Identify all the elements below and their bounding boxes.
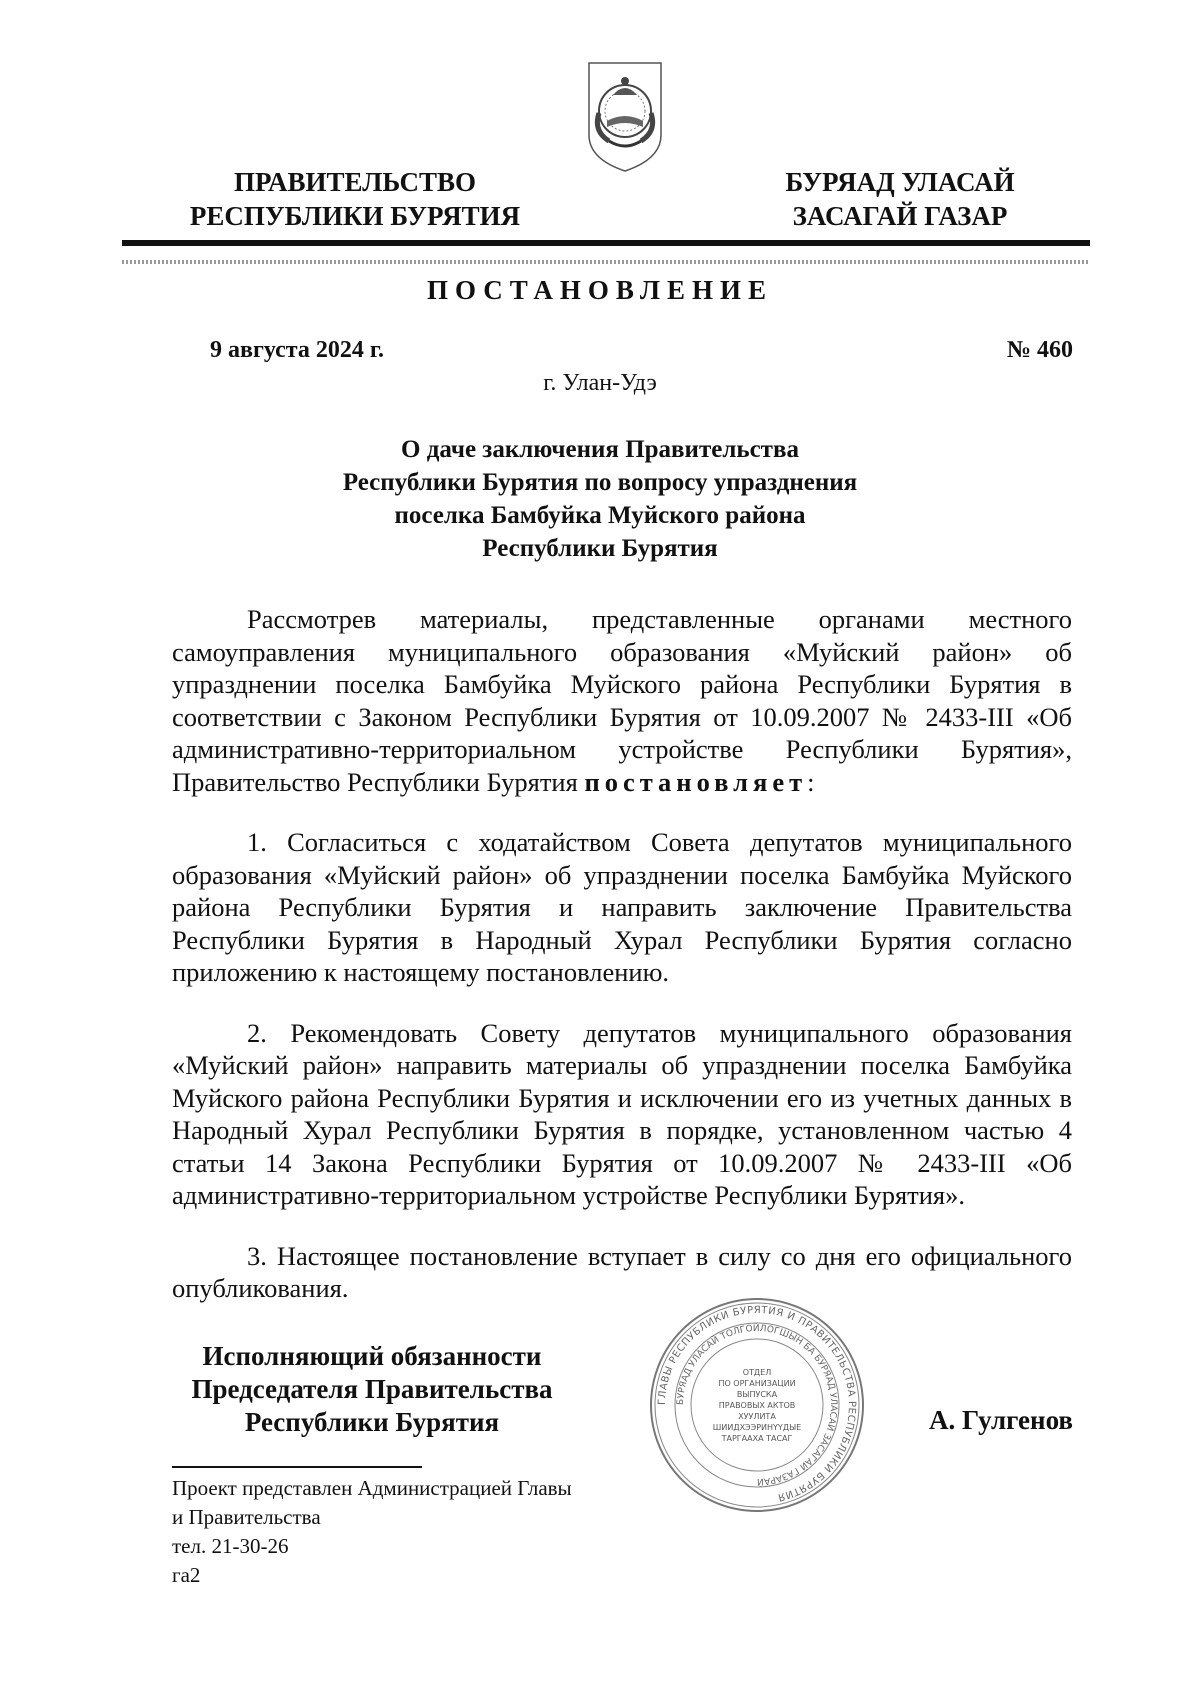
stamp-center-line: ВЫПУСКА bbox=[736, 1390, 778, 1399]
title-line: Республики Бурятия по вопросу упразднения bbox=[342, 469, 858, 496]
body-intro-text: Рассмотрев материалы, представленные органами местного самоуправления муниципального образования «Муйский район» об упразднении поселка Бамбуйка Муйского района Республики Бурятия в соответствии с Законом Республики Бурятия от 10.09.2007 № 2433-III «Об административно-территориальном устройстве Республики Бурятия», Правительство Республики Бурятия bbox=[172, 604, 1072, 797]
signatory-role-line: Республики Бурятия bbox=[244, 1407, 500, 1437]
title-line: поселка Бамбуйка Муйского района bbox=[394, 502, 806, 529]
stamp-inner-text: БУРЯАД УЛАСАЙ ТОЛГОЙЛОГШЫН БА БУРЯАД УЛАСАЙ ЗАСАГАЙ ГАЗАРАЙ bbox=[675, 1323, 839, 1487]
signatory-role bbox=[172, 1340, 572, 1439]
header-right-line2: ЗАСАГАЙ ГАЗАР bbox=[792, 201, 1008, 231]
signatory-name: А. Гулгенов bbox=[929, 1405, 1073, 1435]
official-stamp bbox=[648, 1296, 866, 1514]
body-item-3: 3. Настоящее постановление вступает в силу со дня его официального опубликования. bbox=[172, 1240, 1072, 1303]
footer-note bbox=[172, 1474, 572, 1590]
header-left bbox=[170, 165, 540, 233]
document-body bbox=[172, 603, 1072, 1333]
header-left-line2: РЕСПУБЛИКИ БУРЯТИЯ bbox=[189, 201, 521, 231]
header-right bbox=[750, 165, 1050, 233]
signatory-role-line: Председателя Правительства bbox=[191, 1374, 553, 1404]
stamp-center-line: ХУУЛИТА bbox=[738, 1412, 776, 1421]
coat-of-arms-emblem bbox=[585, 55, 665, 173]
header-left-line1: ПРАВИТЕЛЬСТВО bbox=[233, 167, 477, 197]
body-item-2: 2. Рекомендовать Совету депутатов муниципального образования «Муйский район» направить материалы об упразднении поселка Бамбуйка Муйского района Республики Бурятия и исключении его из учетных данных в Народный Хурал Республики Бурятия в порядке, установленном частью 4 статьи 14 Закона Республики Бурятия от 10.09.2007 № 2433-III «Об административно-территориальном устройстве Республики Бурятия». bbox=[172, 1017, 1072, 1210]
document-title bbox=[220, 433, 980, 565]
title-line: Республики Бурятия bbox=[482, 535, 718, 562]
header-rule-thin bbox=[122, 260, 1090, 264]
stamp-center-line: ТАРГААХА ТАСАГ bbox=[721, 1434, 793, 1443]
stamp-outer-text: ГЛАВЫ РЕСПУБЛИКИ БУРЯТИЯ И ПРАВИТЕЛЬСТВА РЕСПУБЛИКИ БУРЯТИЯ bbox=[656, 1304, 858, 1503]
header-rule-thick bbox=[122, 240, 1090, 246]
title-line: О даче заключения Правительства bbox=[401, 436, 799, 463]
body-intro-end: : bbox=[807, 766, 815, 797]
header-right-line1: БУРЯАД УЛАСАЙ bbox=[785, 167, 1015, 197]
footer-rule bbox=[172, 1466, 422, 1468]
document-type: ПОСТАНОВЛЕНИЕ bbox=[426, 275, 774, 305]
footer-line: тел. 21-30-26 bbox=[172, 1534, 289, 1558]
footer-line: Проект представлен Администрацией Главы bbox=[172, 1476, 572, 1500]
document-number: № 460 bbox=[1006, 337, 1073, 363]
stamp-center-line: ПРАВОВЫХ АКТОВ bbox=[718, 1401, 796, 1410]
decree-word: постановляет bbox=[584, 766, 808, 797]
footer-line: га2 bbox=[172, 1563, 201, 1587]
stamp-center-line: ПО ОРГАНИЗАЦИИ bbox=[718, 1379, 796, 1388]
stamp-center-line: ОТДЕЛ bbox=[742, 1368, 772, 1377]
footer-line: и Правительства bbox=[172, 1505, 321, 1529]
document-city: г. Улан-Удэ bbox=[543, 370, 657, 396]
body-item-1: 1. Согласиться с ходатайством Совета депутатов муниципального образования «Муйский район» об упразднении поселка Бамбуйка Муйского района Республики Бурятия и направить заключение Правительства Республики Бурятия в Народный Хурал Республики Бурятия согласно приложению к настоящему постановлению. bbox=[172, 827, 1072, 987]
body-intro-paragraph bbox=[172, 603, 1072, 798]
stamp-center-line: ШИИДХЭЭРИНҮҮДЫЕ bbox=[712, 1423, 802, 1432]
signatory-role-line: Исполняющий обязанности bbox=[202, 1341, 542, 1371]
document-date: 9 августа 2024 г. bbox=[210, 337, 385, 363]
